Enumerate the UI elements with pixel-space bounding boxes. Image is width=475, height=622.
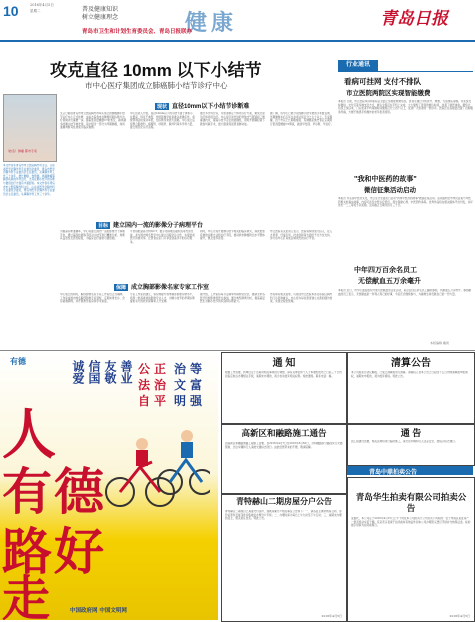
ad-big-char-2: 有 [2, 464, 52, 520]
section-tag-3: 保障 [116, 285, 127, 291]
section-heading-1 [155, 101, 249, 110]
notice-1-body: 根据工作需要，我单位定于近期对相关事项进行调整，请有关单位和个人于本通知发布之日起三十日内到指定地点办理相关手续，逾期未办理的，视为自动放弃相关权利。特此通知。联系电话：略。 [225, 371, 342, 378]
page-number: 10 [3, 3, 19, 19]
sidebar-text: 本文作者系青岛市市立医院胸外科主任，山东省医学会胸外科专业委员会委员，青岛市医学会胸外科专业委员会主任委员，从事胸外科工作三十余年，擅长肺癌、食管癌、纵隔肿瘤等胸部疾病的外科治疗，尤其在肺小结节的诊断与微创治疗方面有丰富经验。本文作者系青岛市市立医院胸外科主任，山东省医学会胸外科专业委员会委员，青岛市医学会胸外科专业委员会主任委员，从事胸外科工作三十余年。 [3, 164, 55, 196]
story1-subtitle: 市立医院两院区实现智能缴费 [346, 90, 431, 97]
notice-3-title: 高新区和融路施工通告 [241, 428, 327, 438]
ad-value-9: 自 [138, 394, 151, 408]
notice-5-title: 青特赫山二期房屋分户公告 [236, 497, 332, 506]
body-col-12: 市民如有相关需求，可前往市立医院本部及东院区胸外科门诊咨询就诊，中心将为每位患者建立完善的随访档案，实现全程化管理。 [270, 293, 333, 304]
story2-subtitle: 微信征集活动启动 [364, 187, 416, 194]
notice-box-4 [347, 424, 475, 466]
notice-2-body: 本公司股东会决议解散，已成立清算组进行清算。请债权人自本公告之日起四十五日内向清算组申报债权，逾期未申报的，视为放弃债权。特此公告。 [351, 371, 468, 378]
story3-body: 本报讯 近日，市中心血站组织开展无偿献血进企业活动，某企业四百余名员工踊跃参加，共献血五万余毫升。参加献血的员工表示，无偿献血是一件利人利己的好事，今后还会继续参与，为挽救生命贡献自己的一份力量。 [338, 289, 472, 296]
body-col-8: 市立医院有关负责人表示，医院将持续加大投入，在人才培养、设备引进、技术创新等方面给予全方位支持，努力将中心打造成区域领先的诊疗平台。 [270, 230, 333, 241]
notice-box-6 [347, 477, 475, 622]
ad-value-8: 治 [154, 378, 167, 392]
notice-6-body: 受委托，本公司定于2016年4月15日上午十时在本公司拍卖厅公开拍卖下列标的：位于市南区某处房产一套及机动车若干辆。有意竞买者请于拍卖前持有效证件到本公司办理竞买登记手续并交纳保证金。标的展示时间为拍卖前两日。 [351, 517, 471, 528]
ad-value-7: 法 [138, 378, 151, 392]
notice-5-body: 青特赫山二期项目已具备交付条件，现就房屋分户相关事宜公告如下：一、请各业主携带购房合同、身份证原件及复印件到售楼处办理分户手续；二、办理时间为每日上午九时至下午五时；三、逾期未办理的业主，相关责任自负。特此公告。 [225, 510, 342, 521]
notice-box-3 [221, 424, 347, 494]
lead-story [0, 44, 335, 350]
body-col-7: 同时，中心还将开展肺小结节相关的临床研究，探索更加有效的诊断方法和治疗手段，推动我市肺癌防治水平整体提升，惠及更多患者。 [200, 230, 265, 241]
ad-value-12: 等 [190, 362, 203, 376]
section-tag-1: 现状 [157, 104, 168, 110]
ad-value-11: 治 [174, 362, 187, 376]
ad-value-14: 富 [190, 378, 203, 392]
ad-value-16: 强 [190, 394, 203, 408]
notice-1-title: 通 知 [272, 358, 296, 369]
ad-footer: 中国政府网 中国文明网 [70, 608, 127, 614]
slogan-2: 树立健康理念 [82, 14, 119, 21]
ad-value-10: 平 [154, 394, 167, 408]
ad-brand: 有德 [10, 357, 26, 366]
ad-value-13: 文 [174, 378, 187, 392]
ad-values-block [70, 360, 210, 420]
notice-4-body: 因工程建设需要，相关区域将进行临时施工，请过往车辆和行人注意安全，按指示标志通行。 [351, 440, 458, 443]
body-col-4: 据了解，该中心已累计完成肺小结节微创手术数百例，早期肺癌术后五年生存率达到百分之九十以上。专家提醒，四十岁以上长期吸烟者、有肺癌家族史者应定期进行低剂量螺旋CT筛查，做到早发现、早诊断、早治疗。 [270, 112, 334, 126]
ad-value-3: 友敬 [103, 360, 117, 384]
section-heading-3 [114, 282, 209, 291]
body-col-11: 据介绍，工作室将每月定期举办病例讨论会，邀请全市各医疗机构影像科医生参加，通过典型病例分析，提高基层医生对肺小结节的识别和诊断能力。 [200, 293, 265, 304]
notice-box-5 [221, 494, 347, 622]
body-col-1: 文章日前由青岛市市立医院胸外科牵头成立的肺癌肺小结节诊疗中心正式挂牌，这标志着我市在肺癌早期诊断与治疗领域迈出重要一步。随着低剂量螺旋CT的普及，越来越多的肺小结节被发现，其中相当一部分为早期肺癌，如何准确判断其性质成为临床难题。 [60, 112, 126, 130]
ad-big-char-4: 路 [2, 524, 52, 580]
photo-caption: （姓名）肿瘤 都市专家 [6, 149, 37, 153]
doctor-photo [3, 94, 57, 162]
cyclists-illustration [90, 422, 210, 512]
body-col-6: 平台将配备高分辨率CT、数字化病理扫描系统等先进设备，并与国内知名医学中心建立远程会诊合作，实现优质医疗资源共享，让患者在家门口享受到高水平的诊疗服务。 [130, 230, 195, 244]
auction-banner-text: 青岛中鼎拍卖公告 [369, 469, 418, 476]
story2-title: "我和中医药的故事" [354, 176, 417, 183]
lead-title: 攻克直径 10mm 以下小结节 [50, 61, 262, 80]
ad-value-2: 信国 [87, 360, 101, 384]
auction-banner [347, 466, 473, 475]
ad-value-4: 善业 [119, 360, 133, 384]
issue-weekday: 星期二 [30, 9, 41, 13]
body-col-10: 专家工作室的建立，将有效提升我市胸部影像诊断水平，培养一批高素质的影像专业人才，为肺小结节的早期诊断提供有力的技术保障和人才支撑。 [130, 293, 195, 304]
issue-date: 2016年4月5日 [30, 3, 54, 7]
story3-subtitle: 无偿献血五万余毫升 [358, 278, 421, 285]
body-col-9: 中心成立的同时，胸部影像名家专家工作室也正式揭牌。工作室由国内知名胸部影像专家领衔，定期来青坐诊、会诊疑难病例，并开展教学查房和学术讲座。 [60, 293, 125, 304]
ad-big-char-6: 走 [2, 573, 51, 620]
section-title: 健康 [185, 10, 238, 35]
notice-date-2: 2016年4月5日 [449, 614, 470, 618]
notice-6-title: 青岛华生拍卖有限公司拍卖公告 [355, 492, 467, 513]
news-sidebar [338, 60, 473, 350]
editor-line: 青岛市卫生和计划生育委员会、青岛日报联办 [82, 29, 193, 35]
section-heading-2 [96, 220, 203, 229]
body-col-2: 中心负责人介绍，直径10mm以下的小结节由于体积小、位置深、特征不典型，传统影像学检查难以准确定性，常规穿刺活检成功率低，给诊断带来很大困难。中心成立后将整合影像科、病理科、呼吸科、胸外科等多学科力量，建立规范化诊疗流程。 [130, 112, 196, 130]
ad-value-1: 诚爱 [71, 360, 85, 384]
sidebar-header: 行业通讯 [338, 60, 378, 71]
story1-title: 看病可挂网 支付不排队 [344, 77, 422, 86]
lead-subtitle: 市中心医疗集团成立肺癌肺小结节诊疗中心 [85, 81, 228, 90]
body-col-3: 通过多学科会诊，为患者制定个体化诊疗方案，避免过度治疗和延误治疗。中心将引进先进的导航支气管镜和三维重建技术，提高小结节定位的准确性，同时开展胸腔镜下微创切除手术，最大限度保留患者肺功能。 [200, 112, 265, 126]
notice-box-1 [221, 352, 347, 424]
notice-box-2 [347, 352, 475, 424]
slogan-1: 普及健康知识 [82, 6, 119, 13]
newspaper-logo: 青岛日报 [380, 9, 448, 28]
ad-big-char-3: 德 [54, 464, 104, 520]
ad-value-5: 公 [138, 362, 151, 376]
page-editor: 本版编辑 戴建 [430, 341, 449, 345]
section-title-2: 建立国内一流的影像分子病理平台 [113, 223, 204, 229]
lead-bottom-rule [0, 350, 475, 351]
story1-body: 本报讯 日前，市立医院本部和东院区全面上线智能缴费系统，患者可通过手机挂号、缴费，无需排队等候。该系统支持微信、支付宝等多种支付方式，就诊全程可在手机上完成，大大缩短了患者的候诊时间，改善了就医体验。据统计，系统上线以来，门诊患者平均等候时间缩短百分之四十以上，受到广大患者的一致好评。医院还在各楼层设置了自助服务终端，方便不熟悉手机操作的老年患者使用。 [338, 100, 473, 114]
masthead [0, 0, 475, 44]
notice-2-title: 清算公告 [391, 358, 431, 369]
notice-3-body: 因高新区和融路道路工程施工需要，自2016年4月7日至2016年6月30日，对和融路部分路段实行交通管制，过往车辆和行人请按交通标志绕行。由此给您带来的不便，敬请谅解。 [225, 442, 343, 449]
notice-date-1: 2016年4月5日 [321, 614, 342, 618]
section-title-1: 直径10mm以下小结节诊断难 [172, 104, 250, 110]
body-col-5: 为提高诊断准确率，中心将建立国内一流的影像分子病理平台，通过基因检测等手段对小结节进行精准分析，判断其良恶性及恶性程度，为临床治疗提供可靠依据。 [60, 230, 125, 241]
public-service-ad [0, 352, 218, 620]
ad-value-15: 明 [174, 394, 187, 408]
ad-big-char-5: 好 [54, 524, 104, 580]
section-tag-2: 目标 [98, 223, 109, 229]
masthead-rule [0, 40, 475, 42]
story3-title: 中年四万百余名员工 [354, 267, 417, 274]
section-title-3: 成立胸部影像名家专家工作室 [131, 285, 210, 291]
sidebar-header-rule [338, 71, 473, 72]
ad-big-char-1: 人 [2, 405, 56, 465]
story2-body: 本报讯 为弘扬中医药文化，市卫生计生委近日启动"我和中医药的故事"微信征集活动。活动面向全市市民征集与中医药相关的真实故事，内容可涉及中医诊疗经历、养生保健心得、中医药传承等。优秀作品将在相关媒体平台刊发，并评选出一二三等奖予以奖励。活动截止日期为四月三十日。 [338, 197, 473, 208]
ad-value-6: 正 [154, 362, 167, 376]
notice-4-title: 通 告 [400, 428, 422, 438]
